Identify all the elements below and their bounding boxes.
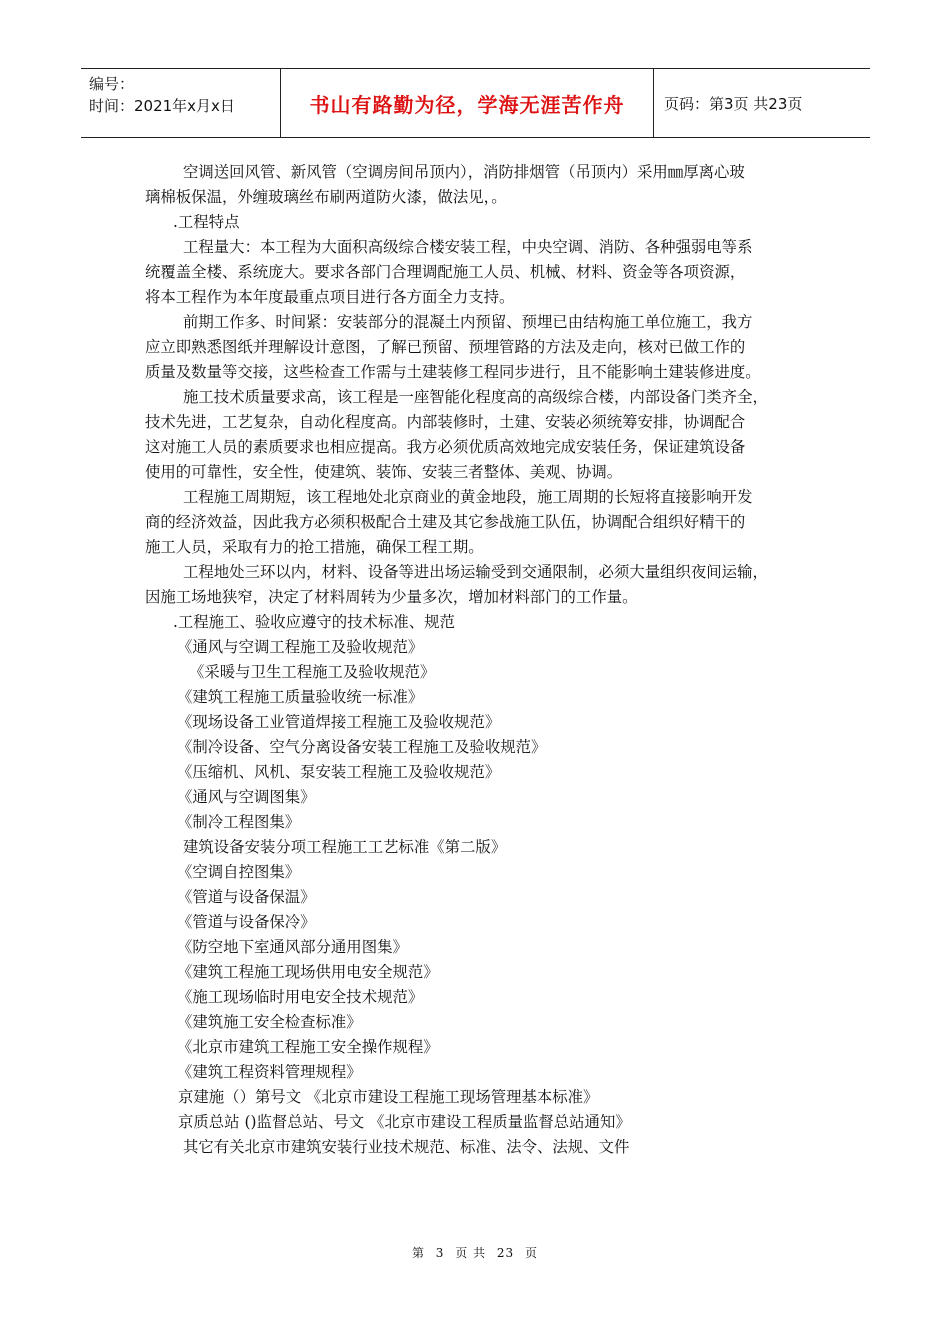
standard-item: 《通风与空调图集》 — [177, 788, 316, 806]
standard-item: 《管道与设备保冷》 — [177, 913, 316, 931]
doc-number-label: 编号： — [89, 75, 135, 93]
footer-total-pages: 23 — [496, 1246, 515, 1260]
text-line: 使用的可靠性，安全性，使建筑、装饰、安装三者整体、美观、协调。 — [145, 463, 623, 481]
footer-page-number: 3 — [435, 1246, 445, 1260]
text-line: 应立即熟悉图纸并理解设计意图，了解已预留、预埋管路的方法及走向，核对已做工作的 — [145, 338, 746, 356]
text-line: 质量及数量等交接，这些检查工作需与土建装修工程同步进行，且不能影响土建装修进度。 — [145, 363, 761, 381]
standard-item: 其它有关北京市建筑安装行业技术规范、标准、法令、法规、文件 — [183, 1138, 630, 1156]
standard-item: 《建筑工程资料管理规程》 — [177, 1063, 362, 1081]
standard-item: 《建筑工程施工质量验收统一标准》 — [177, 688, 424, 706]
standard-item: 《制冷设备、空气分离设备安装工程施工及验收规范》 — [177, 738, 547, 756]
standard-item: 《通风与空调工程施工及验收规范》 — [177, 638, 424, 656]
section-heading: .工程特点 — [173, 213, 240, 231]
footer-mid: 页 共 — [455, 1246, 487, 1260]
standard-item: 《现场设备工业管道焊接工程施工及验收规范》 — [177, 713, 501, 731]
text-line: 因施工场地狭窄，决定了材料周转为少量多次，增加材料部门的工作量。 — [145, 588, 638, 606]
text-line: 将本工程作为本年度最重点项目进行各方面全力支持。 — [145, 288, 515, 306]
header-meta — [89, 73, 235, 117]
standard-item: 《空调自控图集》 — [177, 863, 301, 881]
standard-item: 《管道与设备保温》 — [177, 888, 316, 906]
text-line: 工程施工周期短，该工程地处北京商业的黄金地段，施工周期的长短将直接影响开发 — [183, 488, 753, 506]
standard-item: 京质总站 ()监督总站、号文 《北京市建设工程质量监督总站通知》 — [178, 1113, 631, 1131]
text-line: 这对施工人员的素质要求也相应提高。我方必须优质高效地完成安装任务，保证建筑设备 — [145, 438, 746, 456]
standard-item: 《施工现场临时用电安全技术规范》 — [177, 988, 424, 1006]
header-page-label: 页码：第3页 共23页 — [664, 95, 803, 113]
standard-item: 《制冷工程图集》 — [177, 813, 301, 831]
text-line: 璃棉板保温，外缠玻璃丝布刷两道防火漆，做法见，。 — [145, 188, 507, 206]
standard-item: 《压缩机、风机、泵安装工程施工及验收规范》 — [177, 763, 501, 781]
text-line: 施工技术质量要求高，该工程是一座智能化程度高的高级综合楼，内部设备门类齐全， — [183, 388, 768, 406]
text-line: 商的经济效益，因此我方必须积极配合土建及其它参战施工队伍，协调配合组织好精干的 — [145, 513, 746, 531]
text-line: 前期工作多、时间紧：安装部分的混凝土内预留、预埋已由结构施工单位施工，我方 — [183, 313, 753, 331]
page-header — [81, 68, 870, 138]
footer-suffix: 页 — [525, 1246, 539, 1260]
text-line: 工程量大：本工程为大面积高级综合楼安装工程，中央空调、消防、各种强弱电等系 — [183, 238, 753, 256]
standard-item: 《建筑工程施工现场供用电安全规范》 — [177, 963, 439, 981]
text-line: 统覆盖全楼、系统庞大。要求各部门合理调配施工人员、机械、材料、资金等各项资源， — [145, 263, 746, 281]
standard-item: 《防空地下室通风部分通用图集》 — [177, 938, 408, 956]
standard-item: 《北京市建筑工程施工安全操作规程》 — [177, 1038, 439, 1056]
date-label: 时间：2021年x月x日 — [89, 97, 235, 115]
text-line: 技术先进，工艺复杂，自动化程度高。内部装修时，土建、安装必须统筹安排，协调配合 — [145, 413, 746, 431]
text-line: 施工人员，采取有力的抢工措施，确保工程工期。 — [145, 538, 484, 556]
text-line: 工程地处三环以内，材料、设备等进出场运输受到交通限制，必须大量组织夜间运输， — [183, 563, 768, 581]
standard-item: 建筑设备安装分项工程施工工艺标准《第二版》 — [183, 838, 507, 856]
section-heading: .工程施工、验收应遵守的技术标准、规范 — [173, 613, 455, 631]
standard-item: 《采暖与卫生工程施工及验收规范》 — [189, 663, 436, 681]
text-line: 空调送回风管、新风管（空调房间吊顶内），消防排烟管（吊顶内）采用㎜厚离心玻 — [183, 163, 745, 181]
standard-item: 《建筑施工安全检查标准》 — [177, 1013, 362, 1031]
footer-prefix: 第 — [411, 1246, 425, 1260]
header-motto: 书山有路勤为径，学海无涯苦作舟 — [280, 69, 654, 137]
standard-item: 京建施（）第号文 《北京市建设工程施工现场管理基本标准》 — [178, 1088, 599, 1106]
page-footer — [0, 1244, 950, 1261]
